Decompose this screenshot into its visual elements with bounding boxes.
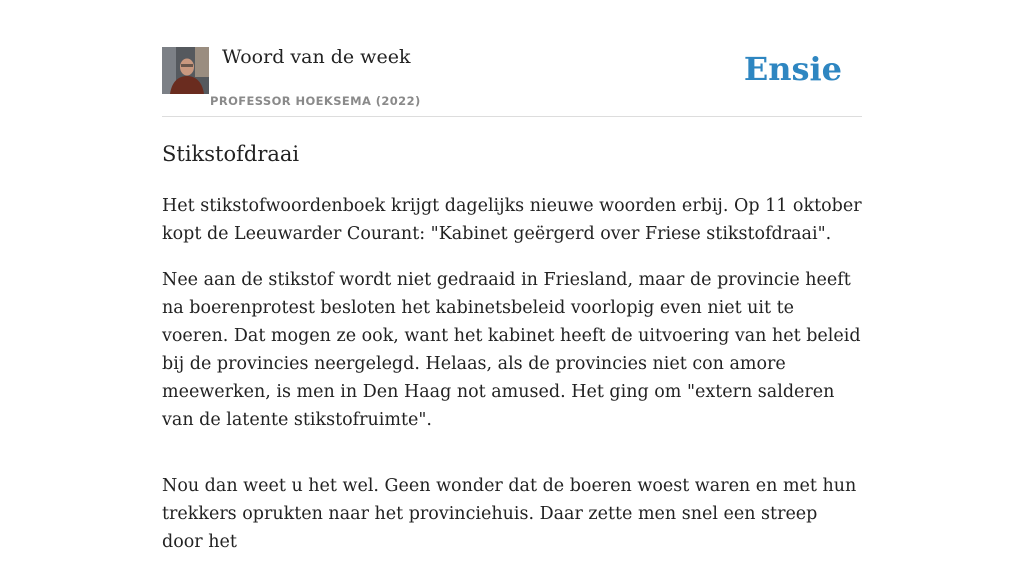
- author-byline[interactable]: PROFESSOR HOEKSEMA (2022): [210, 94, 421, 108]
- article-paragraph: Nee aan de stikstof wordt niet gedraaid in Friesland, maar de provincie heeft na boerenprotest besloten het kabinetsbeleid voorlopig even niet uit te voeren. Dat mogen ze ook, want het kabinet heeft de uitvoering van het beleid bij de provincies neergelegd. Helaas, als de provincies niet con amore meewerken, is men in Den Haag not amused. Het ging om "extern salderen van de latente stikstofruimte".: [162, 270, 861, 430]
- article-paragraph: Het stikstofwoordenboek krijgt dagelijks nieuwe woorden erbij. Op 11 oktober kopt de Leeuwarder Courant: "Kabinet geërgerd over Friese stikstofdraai".: [162, 196, 862, 244]
- article-title: Stikstofdraai: [162, 142, 300, 166]
- article-paragraph: Nou dan weet u het wel. Geen wonder dat de boeren woest waren en met hun trekkers oprukten naar het provinciehuis. Daar zette men snel een streep door het: [162, 476, 857, 552]
- blog-header: [162, 44, 862, 117]
- ensie-logo[interactable]: Ensie: [743, 50, 842, 88]
- author-avatar[interactable]: [162, 47, 209, 94]
- blog-title[interactable]: Woord van de week: [222, 46, 411, 68]
- article-body: [162, 138, 862, 574]
- avatar-portrait-icon: [162, 47, 209, 94]
